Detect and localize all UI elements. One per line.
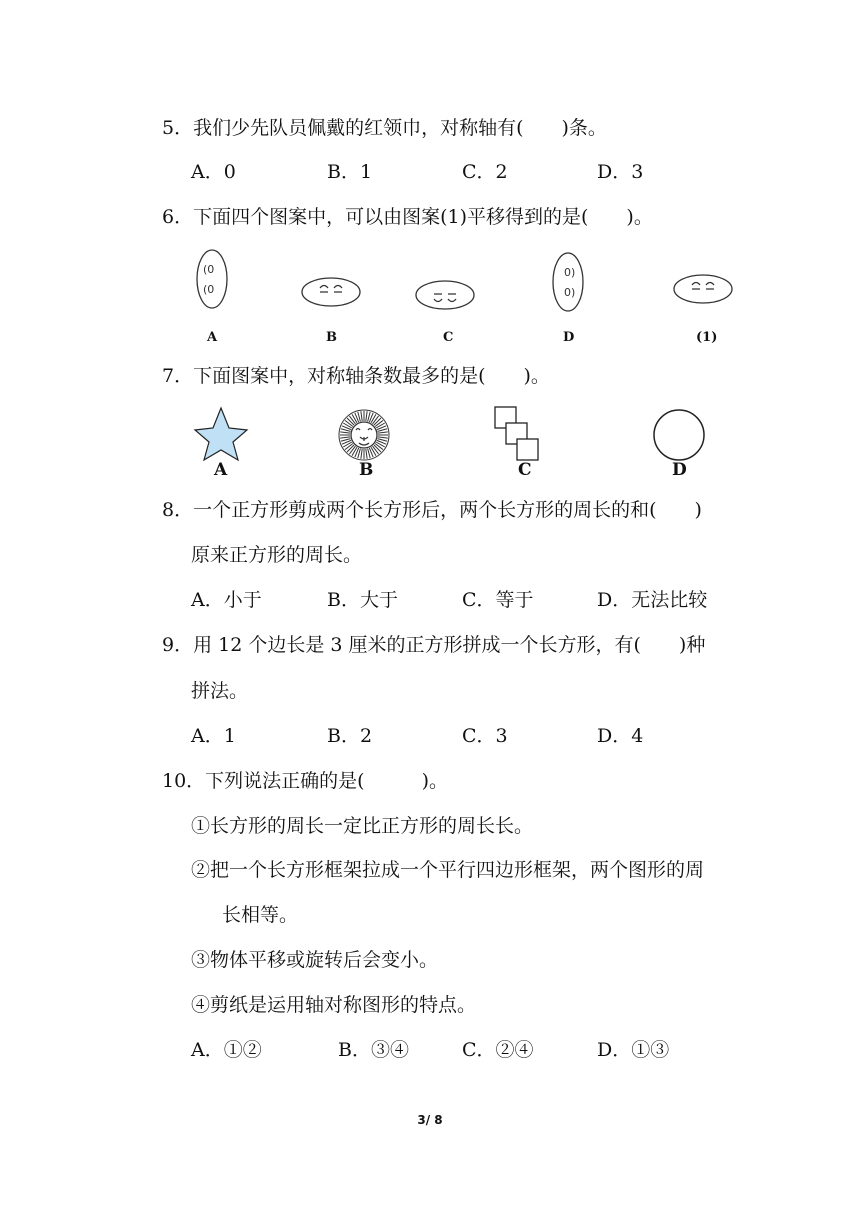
q9-option-b: B．2: [327, 725, 373, 747]
svg-text:0): 0): [564, 286, 576, 299]
q5-text: 5．我们少先队员佩戴的红领巾，对称轴有( )条。: [162, 117, 607, 139]
q8-option-b: B．大于: [327, 589, 398, 611]
q6-label-1: (1): [696, 330, 718, 345]
q10-option-a: A．①②: [191, 1039, 262, 1061]
q10-statement-2-line1: ②把一个长方形框架拉成一个平行四边形框架，两个图形的周: [191, 859, 705, 881]
q10-option-c: C．②④: [462, 1039, 534, 1061]
q9-option-a: A．1: [191, 725, 236, 747]
q5-option-c: C．2: [462, 161, 508, 183]
q9-option-d: D．4: [597, 725, 644, 747]
q7-label-c: C: [518, 460, 532, 480]
q7-figure-d-circle: [654, 410, 704, 460]
q7-label-b: B: [359, 460, 374, 480]
q5-option-b: B．1: [327, 161, 373, 183]
q8-option-c: C．等于: [462, 589, 534, 611]
mane-ray: [378, 432, 388, 433]
q10-statement-4: ④剪纸是运用轴对称图形的特点。: [191, 994, 477, 1016]
q5-option-d: D．3: [597, 161, 644, 183]
mane-ray: [361, 449, 362, 459]
q8-text-line1: 8．一个正方形剪成两个长方形后，两个长方形的周长的和( ): [162, 499, 702, 521]
mane-ray: [375, 420, 383, 426]
svg-text:0): 0): [564, 266, 576, 279]
q7-label-a: A: [214, 460, 228, 480]
q6-text: 6．下面四个图案中，可以由图案(1)平移得到的是( )。: [162, 206, 653, 228]
mane-ray: [378, 437, 388, 438]
q10-statement-2-line2: 长相等。: [222, 904, 299, 926]
q6-label-d: D: [563, 330, 575, 345]
mane-ray: [374, 445, 381, 452]
q9-text-line1: 9．用 12 个边长是 3 厘米的正方形拼成一个长方形，有( )种: [162, 634, 706, 656]
svg-text:(0: (0: [203, 263, 215, 276]
q10-statement-1: ①长方形的周长一定比正方形的周长长。: [191, 815, 534, 837]
mane-ray: [373, 416, 379, 424]
q7-figure-c-squares: [495, 407, 538, 460]
q6-label-b: B: [326, 330, 337, 345]
q7-figure-a-star: [195, 408, 247, 460]
q10-statement-3: ③物体平移或旋转后会变小。: [191, 949, 439, 971]
mane-ray: [366, 411, 367, 421]
q8-text-line2: 原来正方形的周长。: [191, 544, 363, 566]
q6-label-a: A: [207, 330, 218, 345]
q5-option-a: A．0: [191, 161, 236, 183]
mane-ray: [361, 411, 362, 421]
q10-option-d: D．①③: [597, 1039, 670, 1061]
q7-label-d: D: [672, 460, 687, 480]
q9-option-c: C．3: [462, 725, 508, 747]
mane-ray: [373, 446, 379, 454]
mane-ray: [374, 418, 381, 425]
mane-ray: [347, 445, 354, 452]
q9-text-line2: 拼法。: [191, 680, 249, 702]
mane-ray: [349, 446, 355, 454]
mane-ray: [340, 432, 350, 433]
mane-ray: [366, 449, 367, 459]
q10-option-b: B．③④: [338, 1039, 409, 1061]
page-number: 3/ 8: [417, 1113, 443, 1127]
q7-text: 7．下面图案中，对称轴条数最多的是( )。: [162, 365, 550, 387]
mane-ray: [345, 420, 353, 426]
q10-text: 10．下列说法正确的是( )。: [162, 770, 449, 792]
q7-figure-b-lion: [339, 410, 389, 460]
mane-ray: [375, 444, 383, 450]
q7-figures: [0, 0, 860, 470]
svg-text:(0: (0: [203, 283, 215, 296]
mane-ray: [345, 444, 353, 450]
q8-option-d: D．无法比较: [597, 589, 708, 611]
q6-label-c: C: [443, 330, 454, 345]
mane-ray: [349, 416, 355, 424]
mane-ray: [340, 437, 350, 438]
mane-ray: [347, 418, 354, 425]
q8-option-a: A．小于: [191, 589, 262, 611]
